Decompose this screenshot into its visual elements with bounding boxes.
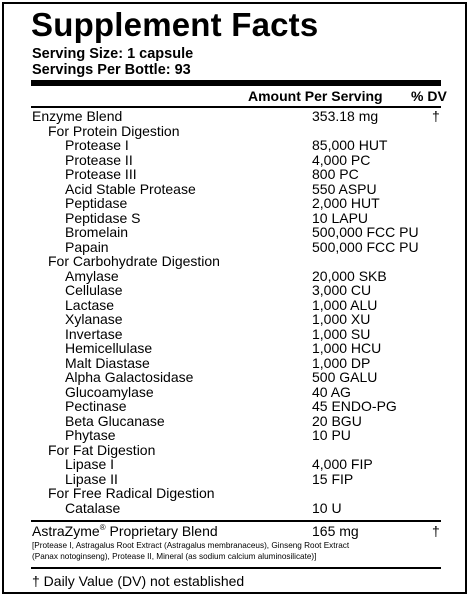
ingredient-amount: 3,000 CU [312, 282, 372, 298]
ingredient-name: Protease II [65, 151, 133, 168]
ingredient-name: Glucoamylase [65, 383, 154, 400]
proprietary-blend-name: AstraZyme® Proprietary Blend [32, 523, 218, 539]
proprietary-ingredients-line-1: [Protease I, Astragalus Root Extract (Astragalus membranaceus), Ginseng Root Extract [32, 541, 350, 550]
ingredient-name: Lipase II [65, 470, 118, 487]
ingredient-name: Malt Diastase [65, 354, 150, 371]
servings-per-bottle: Servings Per Bottle: 93 [32, 62, 191, 78]
category-label: For Free Radical Digestion [48, 485, 215, 501]
ingredient-amount: 800 PC [312, 166, 359, 182]
ingredient-amount: 550 ASPU [312, 180, 377, 197]
ingredient-name: Phytase [65, 427, 116, 443]
category-label: For Carbohydrate Digestion [48, 253, 220, 269]
proprietary-blend-amount: 165 mg [312, 523, 359, 539]
serving-size: Serving Size: 1 capsule [32, 46, 194, 62]
ingredient-amount: 10 PU [312, 427, 351, 443]
proprietary-divider [31, 520, 441, 522]
ingredient-name: Invertase [65, 325, 123, 342]
ingredient-row [0, 167, 473, 182]
ingredient-name: Bromelain [65, 224, 129, 240]
ingredient-name: Papain [65, 238, 109, 255]
ingredient-amount: 40 AG [312, 383, 351, 400]
ingredient-name: Peptidase [65, 195, 128, 211]
ingredient-name: Lipase I [65, 456, 115, 472]
ingredient-name: Alpha Galactosidase [65, 369, 194, 385]
panel-title: Supplement Facts [31, 6, 319, 43]
ingredient-row [0, 341, 473, 356]
ingredient-name: Pectinase [65, 398, 127, 414]
footnote: † Daily Value (DV) not established [32, 573, 245, 589]
ingredient-row [0, 501, 473, 516]
ingredient-name: Protease I [65, 137, 129, 153]
ingredient-row [0, 109, 473, 124]
proprietary-blend-dagger: † [432, 523, 440, 539]
ingredient-row [0, 312, 473, 327]
ingredient-amount: 45 ENDO-PG [312, 398, 397, 414]
registered-mark: ® [99, 523, 106, 532]
ingredient-name: Enzyme Blend [32, 108, 123, 124]
proprietary-blend-row [0, 524, 473, 539]
category-row [0, 486, 473, 501]
proprietary-ingredients-line-2: (Panax notoginseng), Protease II, Mineral (as sodium calcium aluminosilicate)] [32, 552, 317, 561]
ingredient-amount: 15 FIP [312, 470, 354, 487]
ingredient-amount: 4,000 PC [312, 151, 371, 168]
footnote-divider [31, 567, 441, 569]
ingredient-row [0, 457, 473, 472]
category-row [0, 254, 473, 269]
ingredient-name: Catalase [65, 499, 121, 516]
ingredient-amount: 500,000 FCC PU [312, 224, 419, 240]
ingredient-name: Cellulase [65, 282, 123, 298]
ingredient-name: Amylase [65, 267, 119, 284]
ingredient-name: Xylanase [65, 311, 123, 327]
category-label: For Fat Digestion [48, 441, 156, 458]
ingredient-amount: 2,000 HUT [312, 195, 380, 211]
ingredient-name: Peptidase S [65, 209, 141, 226]
ingredient-amount: 10 LAPU [312, 209, 369, 226]
ingredient-name: Hemicellulase [65, 340, 153, 356]
ingredient-amount: 1,000 XU [312, 311, 371, 327]
ingredient-amount: 4,000 FIP [312, 456, 373, 472]
ingredient-name: Beta Glucanase [65, 412, 165, 429]
daily-value: † [432, 108, 440, 124]
category-label: For Protein Digestion [48, 122, 180, 139]
ingredient-name: Acid Stable Protease [65, 180, 196, 197]
ingredient-row [0, 428, 473, 443]
ingredient-row [0, 196, 473, 211]
ingredient-amount: 500,000 FCC PU [312, 238, 419, 255]
ingredient-amount: 20 BGU [312, 412, 362, 429]
daily-value-header: % DV [411, 88, 447, 104]
ingredient-amount: 1,000 ALU [312, 296, 378, 313]
ingredient-row [0, 370, 473, 385]
ingredient-amount: 1,000 DP [312, 354, 371, 371]
ingredient-amount: 20,000 SKB [312, 267, 387, 284]
ingredient-row [0, 225, 473, 240]
ingredient-row [0, 138, 473, 153]
ingredient-row [0, 283, 473, 298]
ingredient-amount: 85,000 HUT [312, 137, 388, 153]
ingredient-name: Lactase [65, 296, 115, 313]
thick-divider [31, 80, 441, 86]
ingredient-amount: 10 U [312, 499, 342, 516]
ingredient-amount: 353.18 mg [312, 108, 379, 124]
ingredient-amount: 1,000 SU [312, 325, 371, 342]
ingredient-amount: 1,000 HCU [312, 340, 382, 356]
ingredient-amount: 500 GALU [312, 369, 378, 385]
ingredient-name: Protease III [65, 166, 137, 182]
ingredient-row [0, 399, 473, 414]
amount-per-serving-header: Amount Per Serving [248, 88, 383, 104]
